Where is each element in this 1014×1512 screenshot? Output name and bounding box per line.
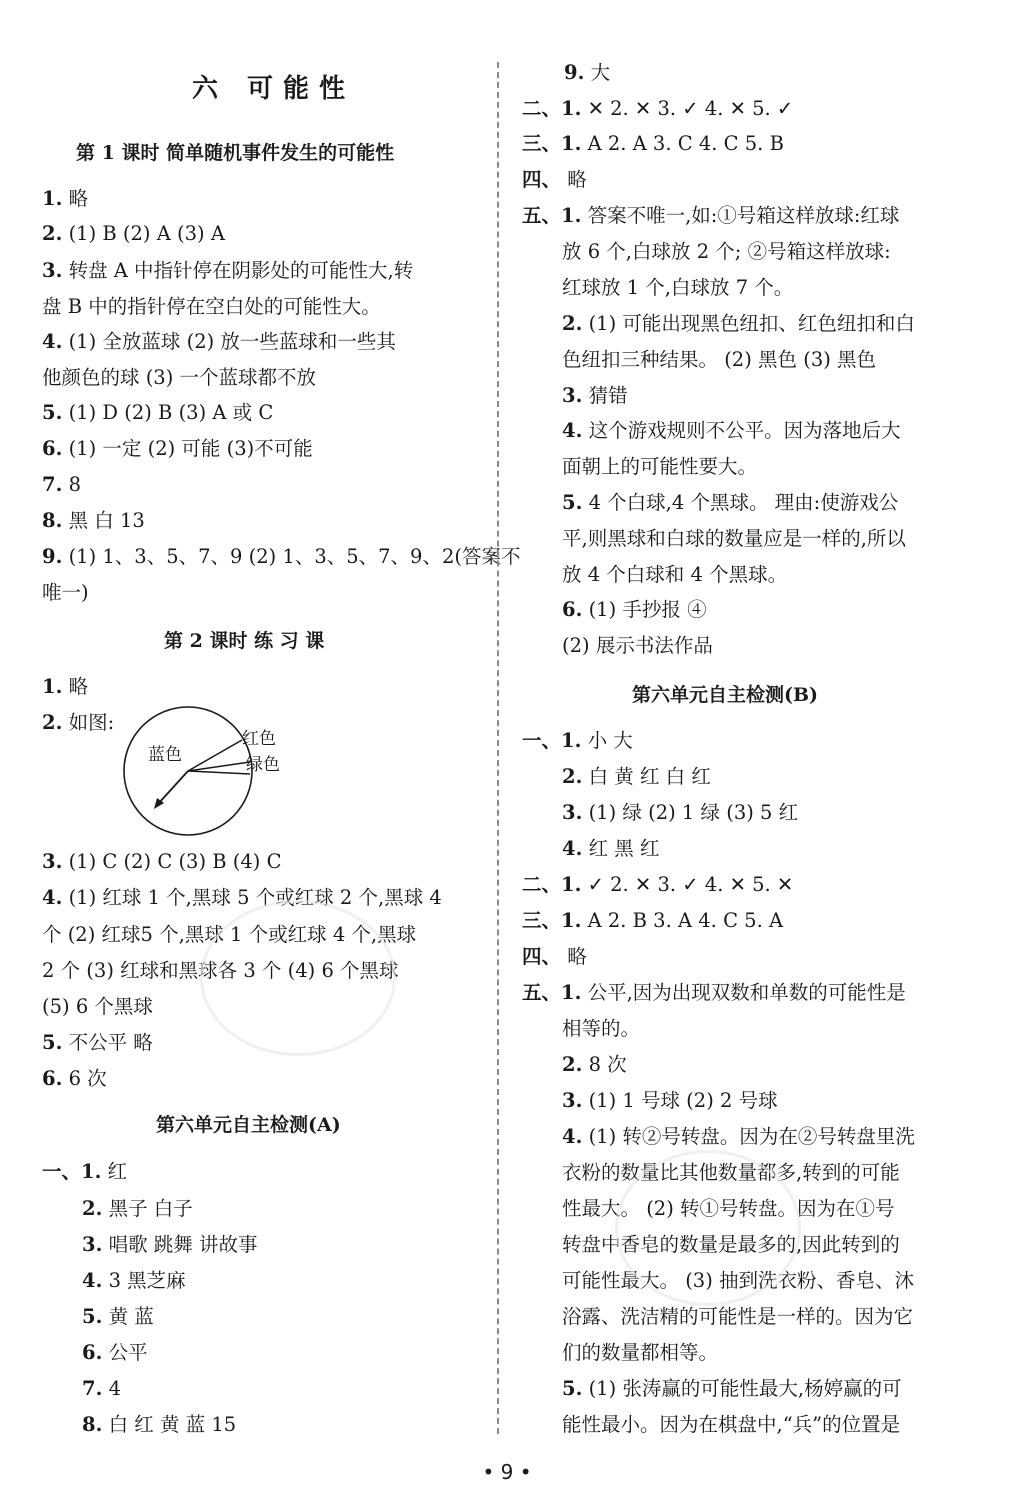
item-number: 2. — [82, 1197, 103, 1220]
item-number: 五、1. — [522, 204, 582, 227]
answer-line — [42, 849, 282, 875]
line-text: 略 — [68, 675, 89, 698]
boundary-blue — [188, 771, 250, 774]
line-text: (1) 全放蓝球 (2) 放一些蓝球和一些其 — [68, 330, 396, 353]
answer-line — [562, 239, 891, 265]
line-text: 转盘中香皂的数量是最多的,因此转到的 — [562, 1233, 900, 1256]
answer-line — [82, 1304, 154, 1330]
answer-line — [42, 472, 81, 498]
answer-line — [562, 1052, 627, 1078]
line-text: (1) 1、3、5、7、9 (2) 1、3、5、7、9、2(答案不 — [68, 545, 521, 568]
item-number: 二、1. — [522, 873, 582, 896]
line-text: 黑子 白子 — [108, 1197, 193, 1220]
answer-line — [562, 800, 798, 826]
answer-line — [562, 764, 711, 790]
section-heading — [632, 682, 818, 708]
answer-line — [42, 544, 520, 570]
line-text: 略 — [567, 945, 587, 968]
answer-line — [42, 365, 316, 391]
item-number: 1. — [42, 187, 63, 210]
answer-line — [562, 311, 915, 337]
line-text: 性最大。 (2) 转①号转盘。因为在①号 — [562, 1197, 895, 1220]
answer-line — [562, 383, 628, 409]
answer-line — [562, 1304, 913, 1330]
item-number: 四、 — [522, 168, 562, 191]
answer-line — [562, 836, 659, 862]
line-text: 第 2 课时 练 习 课 — [164, 630, 325, 652]
line-text: 白 黄 红 白 红 — [588, 765, 711, 788]
item-number: 5. — [82, 1305, 103, 1328]
line-text: (1) B (2) A (3) A — [68, 222, 225, 245]
item-number: 2. — [562, 312, 583, 335]
line-text: 放 6 个,白球放 2 个; ②号箱这样放球: — [562, 240, 891, 263]
line-text: 猜错 — [588, 384, 628, 407]
line-text: (1) 一定 (2) 可能 (3)不可能 — [68, 437, 313, 460]
answer-line — [42, 400, 273, 426]
line-text: ✓ 2. ✕ 3. ✓ 4. ✕ 5. ✕ — [587, 873, 794, 896]
item-number: 五、1. — [522, 981, 582, 1004]
item-number: 6. — [42, 437, 63, 460]
item-number: 3. — [562, 1089, 583, 1112]
line-text: (1) D (2) B (3) A 或 C — [68, 401, 274, 424]
line-text: 放 4 个白球和 4 个黑球。 — [562, 563, 788, 586]
answer-line — [562, 347, 876, 373]
answer-line — [42, 885, 442, 911]
line-text: 们的数量都相等。 — [562, 1341, 719, 1364]
spinner-pointer — [158, 771, 188, 804]
answer-line — [562, 418, 901, 444]
line-text: 小 大 — [587, 729, 633, 752]
item-number: 2. — [562, 765, 583, 788]
answer-line — [562, 454, 757, 480]
item-number: 3. — [42, 850, 63, 873]
line-text: 六 可能性 — [192, 74, 356, 104]
line-text: 能性最小。因为在棋盘中,“兵”的位置是 — [562, 1413, 901, 1436]
answer-line — [562, 275, 793, 301]
line-text: (1) 转②号转盘。因为在②号转盘里洗 — [588, 1125, 915, 1148]
line-text: 红球放 1 个,白球放 7 个。 — [562, 276, 794, 299]
answer-line — [522, 203, 899, 229]
line-text: 这个游戏规则不公平。因为落地后大 — [588, 419, 901, 442]
item-number: 4. — [42, 330, 63, 353]
line-text: 如图: — [68, 711, 115, 734]
item-number: 三、1. — [522, 132, 582, 155]
answer-line — [522, 728, 633, 754]
line-text: (1) 可能出现黑色纽扣、红色纽扣和白 — [588, 312, 915, 335]
line-text: 公平 — [108, 1341, 148, 1364]
line-text: 唱歌 跳舞 讲故事 — [108, 1233, 258, 1256]
line-text: 面朝上的可能性要大。 — [562, 455, 758, 478]
answer-line — [562, 633, 713, 659]
answer-line — [42, 1066, 107, 1092]
line-text: 盘 B 中的指针停在空白处的可能性大。 — [42, 295, 381, 318]
line-text: 第 1 课时 简单随机事件发生的可能性 — [76, 142, 395, 164]
item-number: 4. — [562, 1125, 583, 1148]
answer-line — [82, 1268, 186, 1294]
line-text: 他颜色的球 (3) 一个蓝球都不放 — [42, 366, 317, 389]
line-text: 8 次 — [588, 1053, 627, 1076]
answer-line — [562, 1412, 900, 1438]
item-number: 3. — [562, 801, 583, 824]
item-number: 5. — [42, 1031, 63, 1054]
answer-line — [42, 186, 88, 212]
answer-line — [42, 1030, 153, 1056]
answer-line — [562, 1124, 915, 1150]
answer-line — [42, 994, 153, 1020]
label-red: 红色 — [242, 729, 276, 749]
answer-line — [42, 221, 225, 247]
answer-line — [82, 1196, 193, 1222]
item-number: 1. — [42, 675, 63, 698]
section-heading — [156, 1112, 341, 1138]
line-text: 转盘 A 中指针停在阴影处的可能性大,转 — [68, 259, 414, 282]
line-text: (1) 张涛赢的可能性最大,杨婷赢的可 — [588, 1377, 902, 1400]
answer-line — [562, 1088, 778, 1114]
line-text: 平,则黑球和白球的数量应是一样的,所以 — [562, 527, 906, 550]
item-number: 四、 — [522, 945, 562, 968]
answer-line — [522, 96, 793, 122]
answer-line — [562, 562, 787, 588]
item-number: 2. — [562, 1053, 583, 1076]
line-text: 公平,因为出现双数和单数的可能性是 — [587, 981, 906, 1004]
line-text: 3 黑芝麻 — [108, 1269, 186, 1292]
answer-line — [522, 872, 793, 898]
item-number: 6. — [562, 598, 583, 621]
line-text: 第六单元自主检测(A) — [156, 1114, 341, 1136]
item-number: 7. — [42, 473, 63, 496]
item-number: 5. — [562, 1377, 583, 1400]
answer-line — [564, 60, 610, 86]
line-text: 不公平 略 — [68, 1031, 153, 1054]
answer-line — [82, 1340, 148, 1366]
item-number: 3. — [42, 259, 63, 282]
line-text: (1) 手抄报 ④ — [588, 598, 707, 621]
line-text: 唯一) — [42, 581, 89, 604]
line-text: ✕ 2. ✕ 3. ✓ 4. ✕ 5. ✓ — [587, 97, 794, 120]
answer-line — [562, 526, 906, 552]
line-text: 6 次 — [68, 1067, 107, 1090]
column-divider — [497, 62, 499, 1434]
item-number: 3. — [562, 384, 583, 407]
answer-line — [562, 1376, 902, 1402]
watermark-stamp — [615, 1150, 801, 1306]
section-heading — [192, 76, 355, 102]
item-number: 三、1. — [522, 909, 582, 932]
line-text: 红 黑 红 — [588, 837, 660, 860]
line-text: 衣粉的数量比其他数量都多,转到的可能 — [562, 1161, 900, 1184]
line-text: 8 — [68, 473, 81, 496]
item-number: 8. — [42, 509, 63, 532]
line-text: 白 红 黄 蓝 15 — [108, 1413, 237, 1436]
item-number: 6. — [82, 1341, 103, 1364]
page-number: • 9 • — [482, 1460, 532, 1484]
item-number: 2. — [42, 222, 63, 245]
line-text: 4 个白球,4 个黑球。 理由:使游戏公 — [588, 491, 899, 514]
line-text: 第六单元自主检测(B) — [632, 684, 819, 706]
line-text: (5) 6 个黑球 — [42, 995, 153, 1018]
line-text: 答案不唯一,如:①号箱这样放球:红球 — [587, 204, 900, 227]
item-number: 9. — [42, 545, 63, 568]
item-number: 一、1. — [522, 729, 582, 752]
section-heading — [76, 140, 394, 166]
answer-line — [522, 131, 784, 157]
line-text: A 2. B 3. A 4. C 5. A — [587, 909, 784, 932]
item-number: 4. — [562, 837, 583, 860]
line-text: 相等的。 — [562, 1017, 641, 1040]
answer-line — [42, 294, 381, 320]
answer-line — [42, 329, 396, 355]
line-text: (1) 红球 1 个,黑球 5 个或红球 2 个,黑球 4 — [68, 886, 442, 909]
line-text: 2 个 (3) 红球和黑球各 3 个 (4) 6 个黑球 — [42, 959, 399, 982]
line-text: (1) 绿 (2) 1 绿 (3) 5 红 — [588, 801, 799, 824]
line-text: 大 — [590, 61, 611, 84]
line-text: (2) 展示书法作品 — [562, 634, 713, 657]
answer-line — [562, 1340, 718, 1366]
label-green: 绿色 — [246, 755, 280, 775]
answer-line — [82, 1412, 236, 1438]
answer-line — [562, 1016, 640, 1042]
item-number: 2. — [42, 711, 63, 734]
line-text: A 2. A 3. C 4. C 5. B — [587, 132, 784, 155]
item-number: 4. — [82, 1269, 103, 1292]
answer-line — [562, 490, 898, 516]
answer-line — [42, 1159, 127, 1185]
answer-line — [42, 674, 88, 700]
answer-line — [522, 167, 587, 193]
spinner-figure — [120, 702, 300, 842]
answer-line — [522, 944, 587, 970]
item-number: 4. — [42, 886, 63, 909]
item-number: 7. — [82, 1377, 103, 1400]
item-number: 5. — [42, 401, 63, 424]
line-text: 个 (2) 红球5 个,黑球 1 个或红球 4 个,黑球 — [42, 923, 417, 946]
item-number: 5. — [562, 491, 583, 514]
answer-line — [42, 508, 145, 534]
item-number: 一、1. — [42, 1160, 102, 1183]
answer-line — [82, 1232, 257, 1258]
line-text: 黑 白 13 — [68, 509, 145, 532]
item-number: 9. — [564, 61, 585, 84]
item-number: 8. — [82, 1413, 103, 1436]
line-text: 浴露、洗洁精的可能性是一样的。因为它 — [562, 1305, 914, 1328]
line-text: 4 — [108, 1377, 121, 1400]
answer-line — [562, 597, 707, 623]
answer-line — [42, 710, 114, 736]
line-text: 略 — [68, 187, 89, 210]
line-text: (1) 1 号球 (2) 2 号球 — [588, 1089, 778, 1112]
label-blue: 蓝色 — [148, 745, 182, 765]
answer-line — [42, 258, 413, 284]
answer-line — [522, 908, 783, 934]
answer-line — [82, 1376, 121, 1402]
section-heading — [164, 628, 324, 654]
line-text: 色纽扣三种结果。 (2) 黑色 (3) 黑色 — [562, 348, 877, 371]
line-text: 可能性最大。 (3) 抽到洗衣粉、香皂、沐 — [562, 1269, 915, 1292]
item-number: 6. — [42, 1067, 63, 1090]
answer-line — [42, 436, 313, 462]
line-text: (1) C (2) C (3) B (4) C — [68, 850, 282, 873]
watermark-stamp — [200, 900, 396, 1056]
line-text: 略 — [567, 168, 587, 191]
item-number: 3. — [82, 1233, 103, 1256]
item-number: 4. — [562, 419, 583, 442]
line-text: 黄 蓝 — [108, 1305, 154, 1328]
answer-line — [522, 980, 906, 1006]
item-number: 二、1. — [522, 97, 582, 120]
line-text: 红 — [107, 1160, 128, 1183]
answer-line — [42, 580, 89, 606]
